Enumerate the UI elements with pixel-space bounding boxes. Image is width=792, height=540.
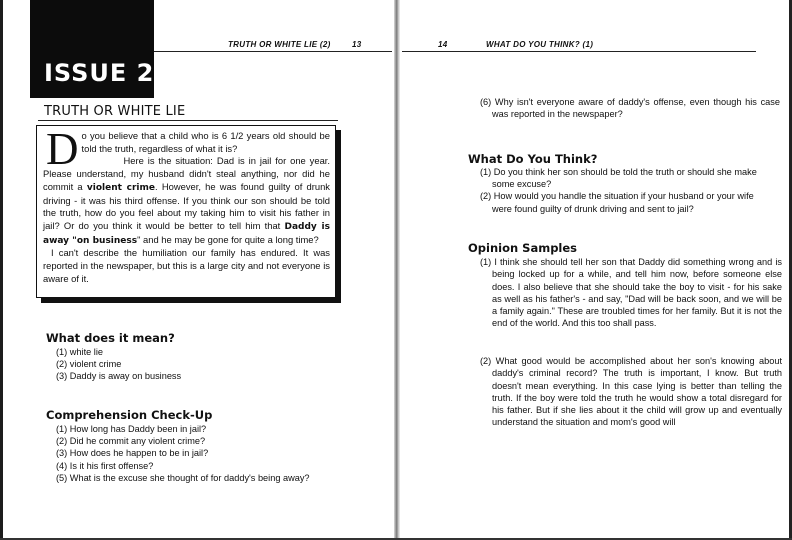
left-page-edge [0, 0, 3, 540]
list-item: (4) Is it his first offense? [56, 460, 154, 471]
letter-p2-text-a: Here is the situation: Dad is in jail for one year. Please understand, my husband didn't steal anything, nor did he commit a [43, 155, 330, 192]
think-list [480, 166, 768, 215]
question-6: (6) Why isn't everyone aware of daddy's offense, even though his case was reported in the newspaper? [480, 97, 780, 120]
letter-paragraph-3: I can't describe the humiliation our family has endured. It was reported in the newspaper, but this is a large city and not everyone is aware of it. [43, 247, 330, 284]
list-item: (3) Daddy is away on business [56, 371, 182, 382]
think-heading: What Do You Think? [468, 152, 598, 166]
page-number: 14 [438, 40, 448, 49]
opinion-sample-1: (1) I think she should tell her son that Daddy did something wrong and is being locked up for a while, and tell him now, before someone else does. I also believe that she should take the boy to visit - for his sake as well as his father's - and say, "Dad will be back soon, and we will be a family again." These are troubled times for her family. But it is not the end of the world. And this too shall pass. [480, 257, 782, 329]
list-item: (1) Do you think her son should be told the truth or should she make some excuse? [480, 167, 757, 190]
list-item: (3) How does he happen to be in jail? [56, 448, 209, 459]
title-rule [38, 120, 338, 121]
letter-p1-text: o you believe that a child who is 6 1/2 years old should be told the truth, regardless of what it is? [81, 130, 330, 154]
meaning-list [56, 346, 181, 383]
comprehension-heading: Comprehension Check-Up [46, 408, 213, 422]
running-head: WHAT DO YOU THINK? (1) [486, 40, 594, 49]
letter-paragraph-2 [43, 155, 330, 247]
right-page [398, 0, 792, 540]
book-spine [394, 0, 400, 540]
letter-p2-text-c: " and he may be gone for quite a long time? [137, 233, 319, 245]
meaning-heading: What does it mean? [46, 331, 175, 345]
list-item: (1) white lie [56, 347, 103, 357]
list-item: (1) How long has Daddy been in jail? [56, 424, 207, 434]
letter-box [36, 125, 336, 298]
violent-crime-bold: violent crime [86, 182, 156, 193]
comprehension-list [56, 423, 310, 484]
letter-body [43, 124, 330, 285]
page-number: 13 [352, 40, 362, 49]
header-rule [154, 51, 392, 52]
opinions-heading: Opinion Samples [468, 241, 578, 255]
running-head: TRUTH OR WHITE LIE (2) [228, 40, 331, 49]
list-item: (2) violent crime [56, 359, 122, 370]
list-item: (5) What is the excuse she thought of for daddy's being away? [56, 472, 310, 483]
list-item: (2) How would you handle the situation if your husband or your wife were found guilty of drunk driving and sent to jail? [480, 191, 754, 214]
header-rule [402, 51, 756, 52]
opinion-sample-2: (2) What good would be accomplished about her son's knowing about daddy's criminal record? The truth is important, I know. But truth doesn't mean everything. In this case lying is better than telling the truth. If the boy were told the truth he would show a total disregard for his father. But if she lies about it the child will grow up and eventually understand the situation and mom's good will [480, 356, 782, 428]
on-business-bold: Daddy is away "on business [43, 221, 330, 246]
drop-cap: D [46, 124, 79, 174]
list-item: (2) Did he commit any violent crime? [56, 436, 206, 447]
issue-label: ISSUE 2 [44, 59, 155, 87]
section-title: TRUTH OR WHITE LIE [44, 104, 186, 119]
letter-p2-text-b: . However, he was found guilty of drunk driving - it was his third offense. If you think our son should be told the truth, how do you feel about my taking him to visit his father in jail? Or do you think it would be better to tell him that [43, 180, 330, 231]
